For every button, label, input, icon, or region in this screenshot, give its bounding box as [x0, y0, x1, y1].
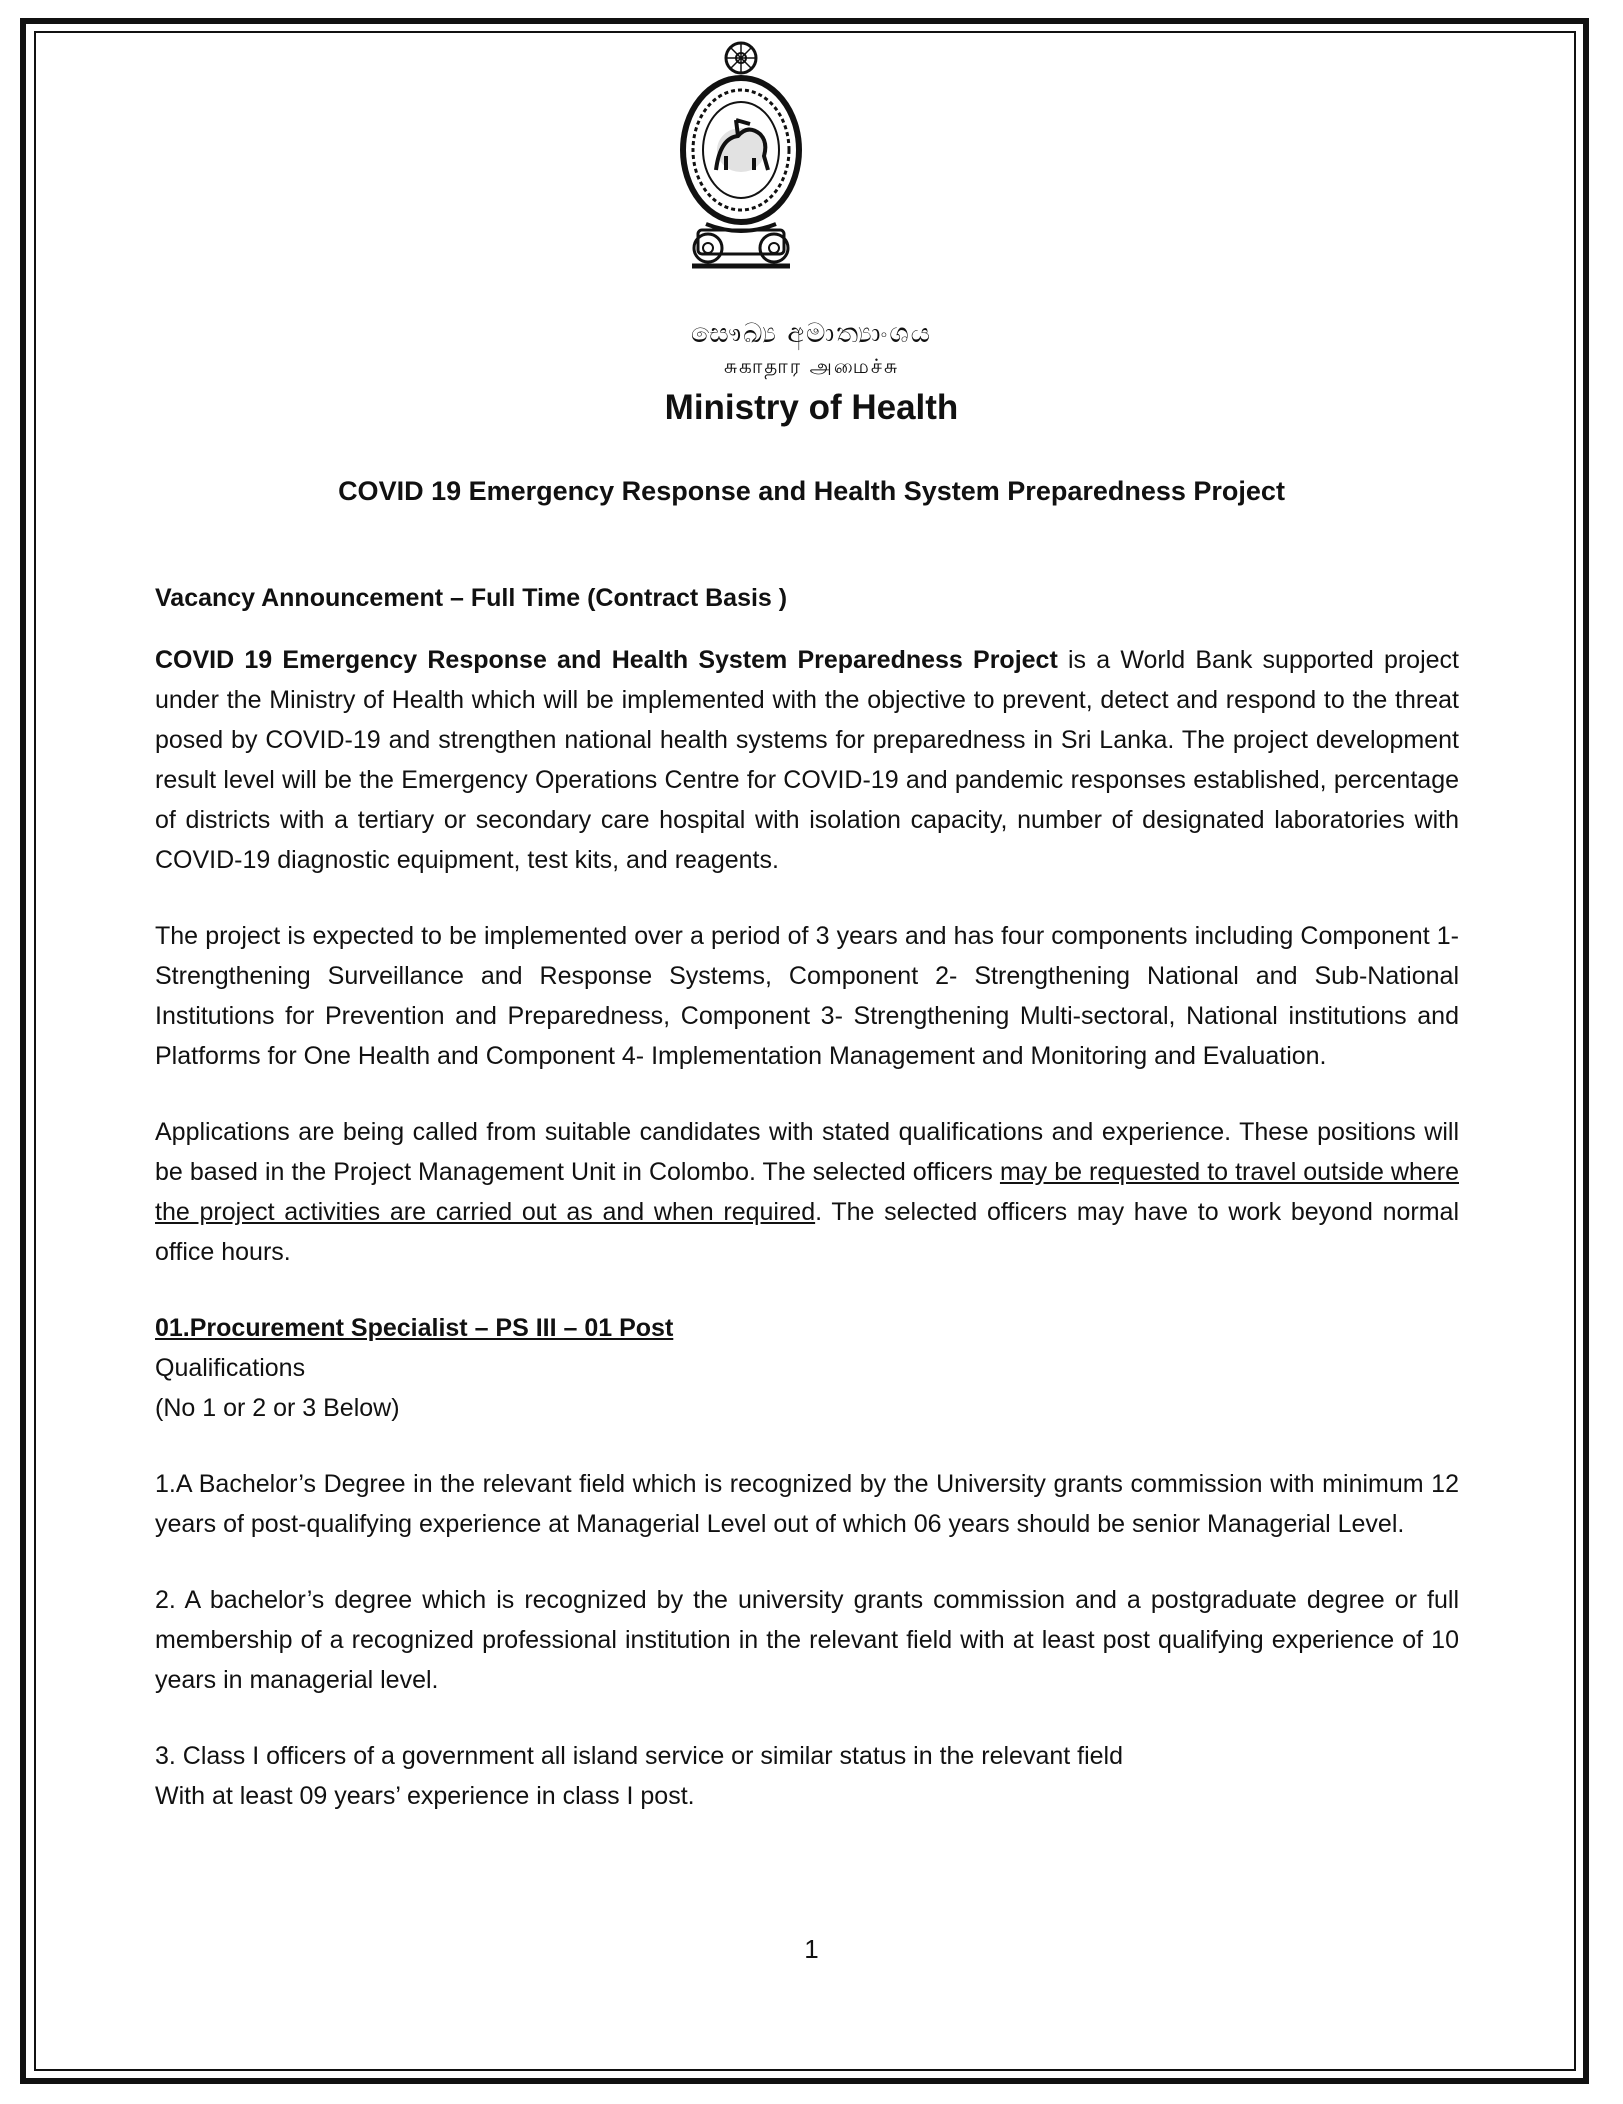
applications-text-end: . The selected officers may have to work beyond normal office hours.	[155, 1198, 1459, 1266]
applications-paragraph	[155, 1112, 1459, 1272]
applications-text-start: Applications are being called from suitable candidates with stated qualifications and experience. These positions will be based in the Project Management Unit in Colombo. The selected officers	[155, 1118, 1459, 1186]
ministry-name-english: Ministry of Health	[664, 388, 959, 427]
intro-project-name: COVID 19 Emergency Response and Health System Preparedness Project	[155, 646, 1058, 674]
vacancy-heading: Vacancy Announcement – Full Time (Contract Basis )	[155, 584, 788, 612]
project-title: COVID 19 Emergency Response and Health System Preparedness Project	[338, 476, 1285, 506]
qualification-item-2: 2. A bachelor’s degree which is recognized by the university grants commission and a postgraduate degree or full membership of a recognized professional institution in the relevant field with at least post qualifying experience of 10 years in managerial level.	[155, 1586, 1459, 1694]
components-paragraph: The project is expected to be implemented over a period of 3 years and has four components including Component 1- Strengthening Surveillance and Response Systems, Component 2- Strengthening National and Sub-National Institutions for Prevention and Preparedness, Component 3- Strengthening Multi-sectoral, National institutions and Platforms for One Health and Component 4- Implementation Management and Monitoring and Evaluation.	[155, 922, 1459, 1070]
qualification-item-1: 1.A Bachelor’s Degree in the relevant field which is recognized by the University grants commission with minimum 12 years of post-qualifying experience at Managerial Level out of which 06 years should be senior Managerial Level.	[155, 1470, 1459, 1538]
qualification-item-3: 3. Class I officers of a government all island service or similar status in the relevant field	[155, 1742, 1124, 1770]
intro-paragraph	[155, 640, 1459, 880]
page-number: 1	[804, 1934, 819, 1964]
intro-text: is a World Bank supported project under the Ministry of Health which will be implemented with the objective to prevent, detect and respond to the threat posed by COVID-19 and strengthen national health systems for preparedness in Sri Lanka. The project development result level will be the Emergency Operations Centre for COVID-19 and pandemic responses established, percentage of districts with a tertiary or secondary care hospital with isolation capacity, number of designated laboratories with COVID-19 diagnostic equipment, test kits, and reagents.	[155, 646, 1459, 874]
qualifications-label: Qualifications	[155, 1354, 306, 1382]
qualifications-note: (No 1 or 2 or 3 Below)	[155, 1394, 400, 1422]
ministry-name-tamil: சுகாதார அமைச்சு	[723, 356, 900, 378]
post-title: 01.Procurement Specialist – PS III – 01 Post	[155, 1314, 674, 1342]
qualification-item-3-cont: With at least 09 years’ experience in class I post.	[155, 1782, 695, 1810]
ministry-name-sinhala: සෞඛ්‍ය අමාත්‍යාංශය	[690, 318, 933, 348]
sri-lanka-emblem-icon	[678, 38, 804, 278]
document-body	[155, 578, 1459, 1816]
travel-requirement-text: may be requested to travel outside where the project activities are carried out as and when required	[155, 1158, 1459, 1226]
